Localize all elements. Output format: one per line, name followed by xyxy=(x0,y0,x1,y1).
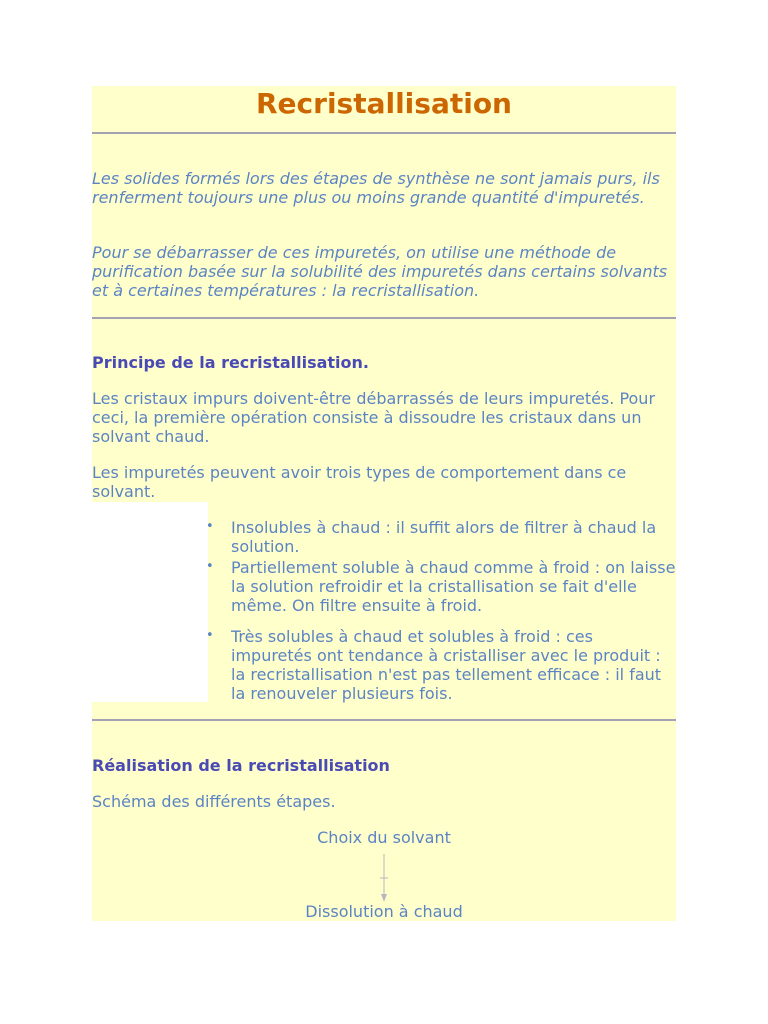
principe-paragraph-1: Les cristaux impurs doivent-être débarrassés de leurs impuretés. Pour ceci, la première opération consiste à dissoudre les cristaux dans un solvant chaud. xyxy=(92,389,656,446)
blank-area xyxy=(92,502,208,702)
bullet-icon: • xyxy=(206,519,214,534)
intro-paragraph-2: Pour se débarrasser de ces impuretés, on utilise une méthode de purification basée sur la solubilité des impuretés dans certains solvants et à certaines températures : la recristallisation. xyxy=(92,243,668,300)
intro-paragraph-1: Les solides formés lors des étapes de synthèse ne sont jamais purs, ils renferment toujours une plus ou moins grande quantité d'impuretés. xyxy=(92,169,660,207)
step-label-dissolution: Dissolution à chaud xyxy=(305,902,463,921)
document-page xyxy=(92,86,676,921)
section-heading-principe: Principe de la recristallisation. xyxy=(92,353,369,372)
step-label-solvant: Choix du solvant xyxy=(317,828,451,847)
list-item-text: Très solubles à chaud et solubles à froid : ces impuretés ont tendance à cristalliser avec le produit : la recristallisation n'est pas tellement efficace : il faut la renouveler plusieurs fois. xyxy=(231,627,662,703)
list-item-text: Insolubles à chaud : il suffit alors de filtrer à chaud la solution. xyxy=(231,518,657,556)
bullet-icon: • xyxy=(206,628,214,643)
list-item xyxy=(208,558,678,615)
realisation-paragraph: Schéma des différents étapes. xyxy=(92,792,336,811)
bullet-icon: • xyxy=(206,559,214,574)
down-arrow-icon xyxy=(378,852,390,904)
principe-paragraph-2: Les impuretés peuvent avoir trois types de comportement dans ce solvant. xyxy=(92,463,627,501)
section-heading-realisation: Réalisation de la recristallisation xyxy=(92,756,390,775)
divider xyxy=(92,719,676,721)
list-item xyxy=(208,518,678,556)
page-title: Recristallisation xyxy=(255,87,512,120)
list-item xyxy=(208,627,678,703)
divider xyxy=(92,132,676,134)
list-item-text: Partiellement soluble à chaud comme à froid : on laisse la solution refroidir et la cristallisation se fait d'elle même. On filtre ensuite à froid. xyxy=(231,558,676,615)
behaviour-list xyxy=(208,518,678,703)
divider xyxy=(92,317,676,319)
